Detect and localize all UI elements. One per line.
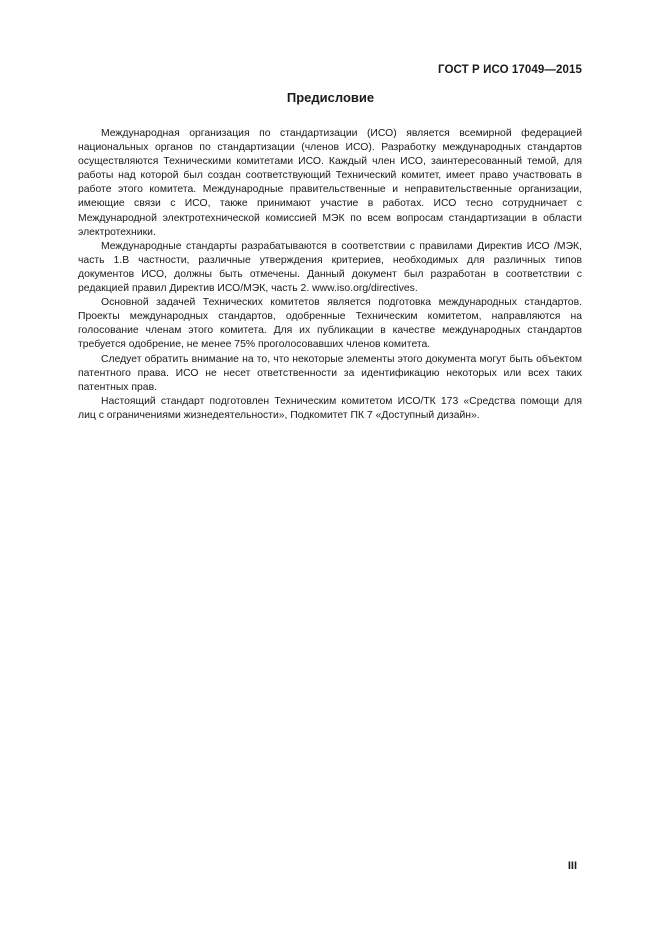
document-id: ГОСТ Р ИСО 17049—2015 <box>437 64 582 76</box>
paragraph-iso-federation: Международная организация по стандартизации (ИСО) является всемирной федерацией национальных органов по стандартизации (членов ИСО). Разработку международных стандартов осуществляются Техническими комитетами ИСО. Каждый член ИСО, заинтересованный темой, для работы над которой был создан соответствующий Технический комитет, имеет право участвовать в работе этого комитета. Международные правительственные и неправительственные организации, имеющие связи с ИСО, также принимают участие в работах. ИСО тесно сотрудничает с Международной электротехнической комиссией МЭК по всем вопросам стандартизации в области электротехники. <box>78 128 582 238</box>
paragraph-directives: Международные стандарты разрабатываются в соответствии с правилами Директив ИСО /МЭК, часть 1.В частности, различные утверждения критериев, необходимых для различных типов документов ИСО, должны быть отмечены. Данный документ был разработан в соответствии с редакцией правил Директив ИСО/МЭК, часть 2. www.iso.org/directives. <box>78 240 582 295</box>
page-number: III <box>567 860 577 872</box>
paragraph-prepared-by: Настоящий стандарт подготовлен Техническим комитетом ИСО/ТК 173 «Средства помощи для лиц с ограничениями жизнедеятельности», Подкомитет ПК 7 «Доступный дизайн». <box>78 395 582 421</box>
paragraph-committee-task: Основной задачей Технических комитетов является подготовка международных стандартов. Проекты международных стандартов, одобренные Техническим комитетом, направляются на голосование членам этого комитета. Для их публикации в качестве международных стандартов требуется одобрение, не менее 75% проголосовавших членов комитета. <box>78 297 582 351</box>
body-text <box>78 127 582 423</box>
paragraph-patent-rights: Следует обратить внимание на то, что некоторые элементы этого документа могут быть объектом патентного права. ИСО не несет ответственности за идентификацию некоторых или всех таких патентных прав. <box>78 353 582 393</box>
section-title: Предисловие <box>286 90 375 105</box>
